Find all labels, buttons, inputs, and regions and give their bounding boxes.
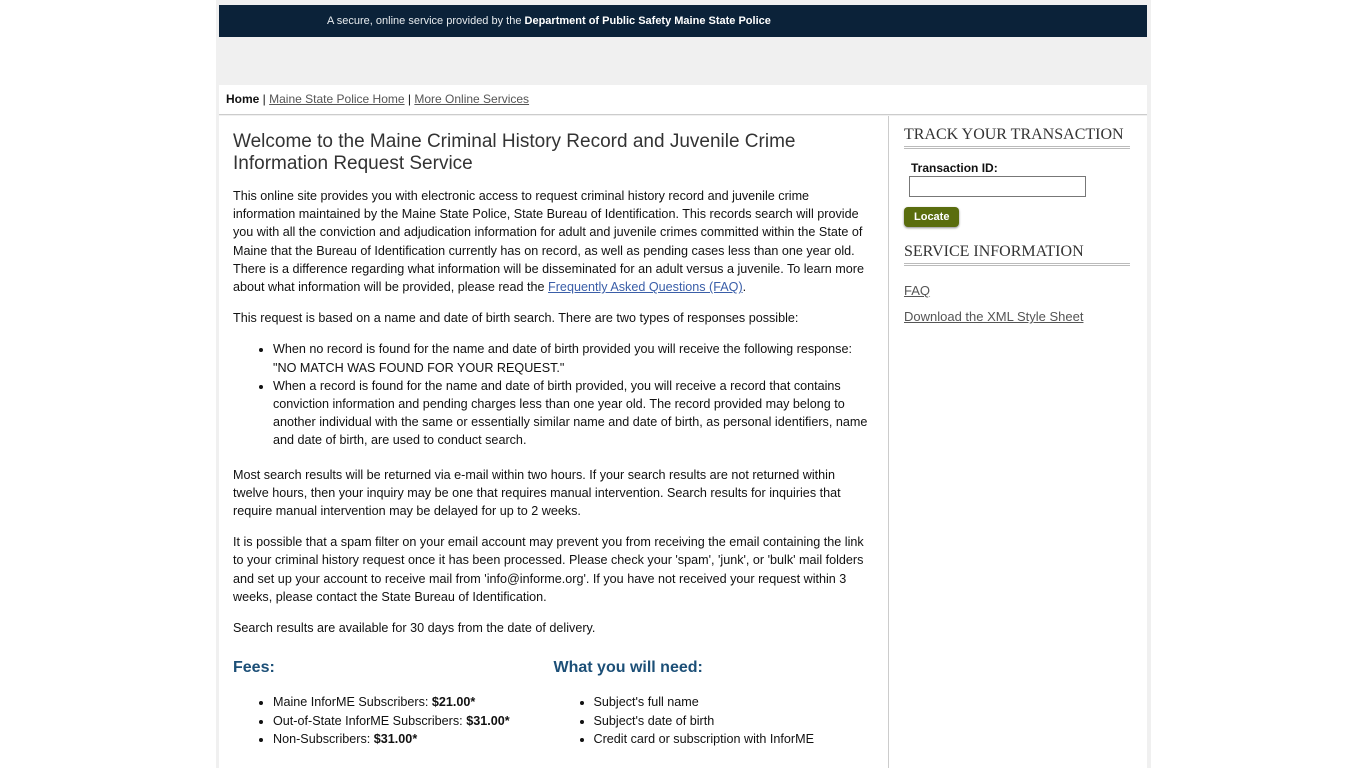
sidebar <box>889 116 1147 768</box>
banner-prefix: A secure, online service provided by the <box>327 15 525 27</box>
breadcrumb <box>219 85 1147 115</box>
fees-heading: Fees: <box>233 659 275 677</box>
breadcrumb-home: Home <box>226 92 260 106</box>
fee-price: $21.00* <box>431 695 476 710</box>
transaction-id-input[interactable] <box>909 176 1086 197</box>
header-banner <box>219 5 1147 37</box>
track-transaction-heading: TRACK YOUR TRANSACTION <box>904 126 1130 149</box>
banner-org: Department of Public Safety Maine State Police <box>524 15 771 27</box>
fee-item <box>273 730 554 748</box>
page-title: Welcome to the Maine Criminal History Record and Juvenile Crime Information Request Service <box>233 131 796 174</box>
availability-paragraph: Search results are available for 30 days from the date of delivery. <box>233 621 596 636</box>
requirements-heading: What you will need: <box>553 659 703 677</box>
fees-section <box>233 659 554 764</box>
intro-text: This online site provides you with electronic access to request criminal history record and juvenile crime information maintained by the Maine State Police, State Bureau of Identification. This records search will provide you with all the conviction and adjudication information for adult and juvenile crimes committed within the State of Maine that the Bureau of Identification currently has on record, as well as pending cases less than one year old. There is a difference regarding what information will be disseminated for an adult versus a juvenile. To learn more about what information will be provided, please read the <box>233 189 864 295</box>
spam-paragraph: It is possible that a spam filter on your email account may prevent you from receiving the email containing the link to your criminal history request once it has been processed. Please check your 'spam', 'junk', or 'bulk' mail folders and set up your account to receive mail from 'info@informe.org'. If you have not received your request within 3 weeks, please contact the State Bureau of Identification. <box>233 535 864 604</box>
requirement-item: • Subject's full name <box>594 693 875 711</box>
fee-item <box>273 712 554 730</box>
service-information-heading: SERVICE INFORMATION <box>904 243 1130 266</box>
response-list <box>233 340 874 449</box>
fee-item <box>273 693 554 711</box>
response-types-paragraph: This request is based on a name and date of birth search. There are two types of responses possible: <box>233 311 799 326</box>
faq-sidebar-link[interactable]: FAQ <box>904 283 931 298</box>
breadcrumb-sep: | <box>259 92 270 106</box>
timing-paragraph: Most search results will be returned via e-mail within two hours. If your search results are not returned within twelve hours, then your inquiry may be one that requires manual intervention. Search results for inquiries that require manual intervention may be delayed for up to 2 weeks. <box>233 467 841 519</box>
transaction-id-label: Transaction ID: <box>911 161 998 175</box>
locate-button[interactable]: Locate <box>904 207 959 227</box>
fee-label: Maine InforME Subscribers: <box>273 695 432 710</box>
more-online-services-link[interactable]: More Online Services <box>414 92 530 106</box>
requirements-section <box>554 659 875 764</box>
fee-label: Out-of-State InforME Subscribers: <box>273 713 467 728</box>
fee-price: $31.00* <box>466 713 510 728</box>
fee-price: $31.00* <box>373 731 418 746</box>
requirement-item: • Credit card or subscription with InforME <box>594 730 875 748</box>
requirement-item: • Subject's date of birth <box>594 712 875 730</box>
fee-label: Non-Subscribers: <box>273 731 374 746</box>
list-item: • When no record is found for the name and date of birth provided you will receive the following response: "NO MATCH WAS FOUND FOR YOUR REQUEST." <box>273 340 874 376</box>
maine-state-police-home-link[interactable]: Maine State Police Home <box>269 92 405 106</box>
page <box>216 0 1151 768</box>
intro-paragraph: This online site provides you with electronic access to request criminal history record and juvenile crime information maintained by the Maine State Police, State Bureau of Identification. This records search will provide you with all the conviction and adjudication information for adult and juvenile crimes committed within the State of Maine that the Bureau of Identification currently has on record, as well as pending cases less than one year old. There is a difference regarding what information will be disseminated for an adult versus a juvenile. To learn more about what information will be provided, please read the Frequently Asked Questions (FAQ). <box>233 189 864 295</box>
list-item: • When a record is found for the name and date of birth provided, you will receive a record that contains conviction information and pending charges less than one year old. The record provided may belong to another individual with the same or essentially similar name and date of birth, as personal identifiers, name and date of birth, are used to conduct search. <box>273 377 874 450</box>
main-content <box>219 116 889 768</box>
faq-link[interactable]: Frequently Asked Questions (FAQ) <box>548 280 743 295</box>
download-xml-style-sheet-link[interactable]: Download the XML Style Sheet <box>904 309 1084 324</box>
breadcrumb-sep: | <box>404 92 415 106</box>
